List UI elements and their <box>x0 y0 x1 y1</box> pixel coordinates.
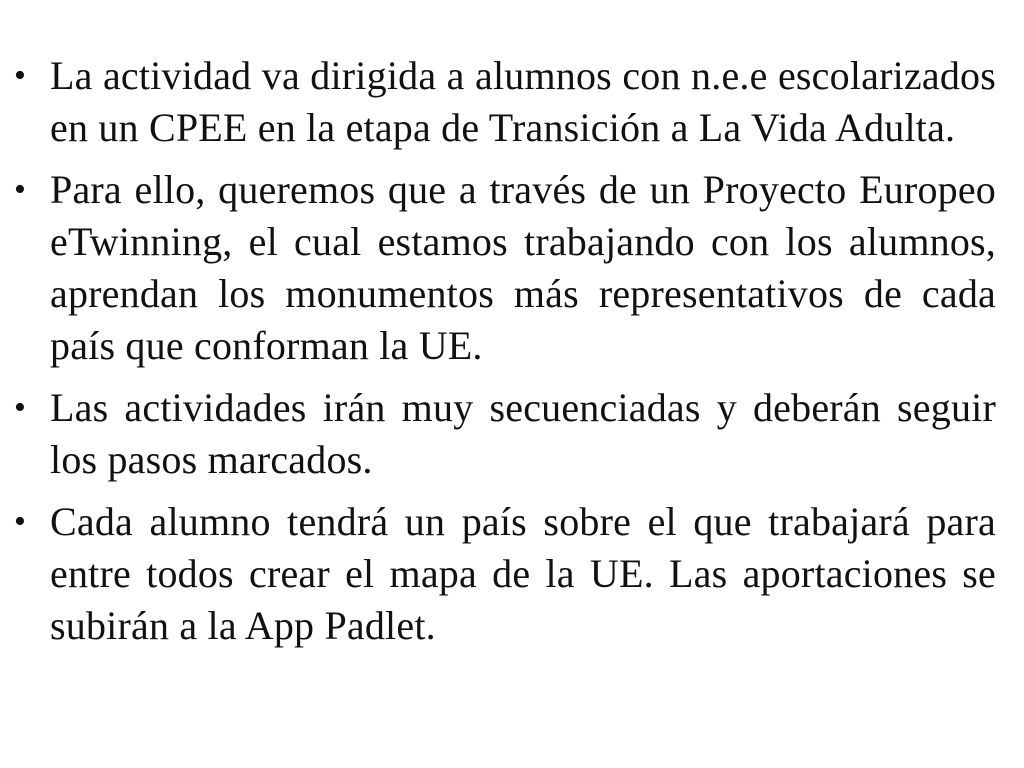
bullet-dot-icon: • <box>13 171 27 208</box>
bullet-text: Para ello, queremos que a través de un Proyecto Europeo eTwinning, el cual estamos trabajando con los alumnos, aprendan los monumentos más representativos de cada país que conforman la UE. <box>50 167 996 368</box>
bullet-list <box>0 50 996 652</box>
bullet-dot-icon: • <box>13 57 27 94</box>
bullet-text: Las actividades irán muy secuenciadas y deberán seguir los pasos marcados. <box>50 385 996 482</box>
bullet-text: Cada alumno tendrá un país sobre el que trabajará para entre todos crear el mapa de la UE. Las aportaciones se subirán a la App Padlet. <box>50 499 996 648</box>
bullet-dot-icon: • <box>13 503 27 540</box>
bullet-item-etwinning-project <box>0 164 996 372</box>
bullet-item-sequenced-activities <box>0 382 996 486</box>
bullet-text: La actividad va dirigida a alumnos con n.e.e escolarizados en un CPEE en la etapa de Transición a La Vida Adulta. <box>50 53 996 150</box>
bullet-item-target-students <box>0 50 996 154</box>
bullet-item-country-map-padlet <box>0 496 996 652</box>
bullet-dot-icon: • <box>13 389 27 426</box>
